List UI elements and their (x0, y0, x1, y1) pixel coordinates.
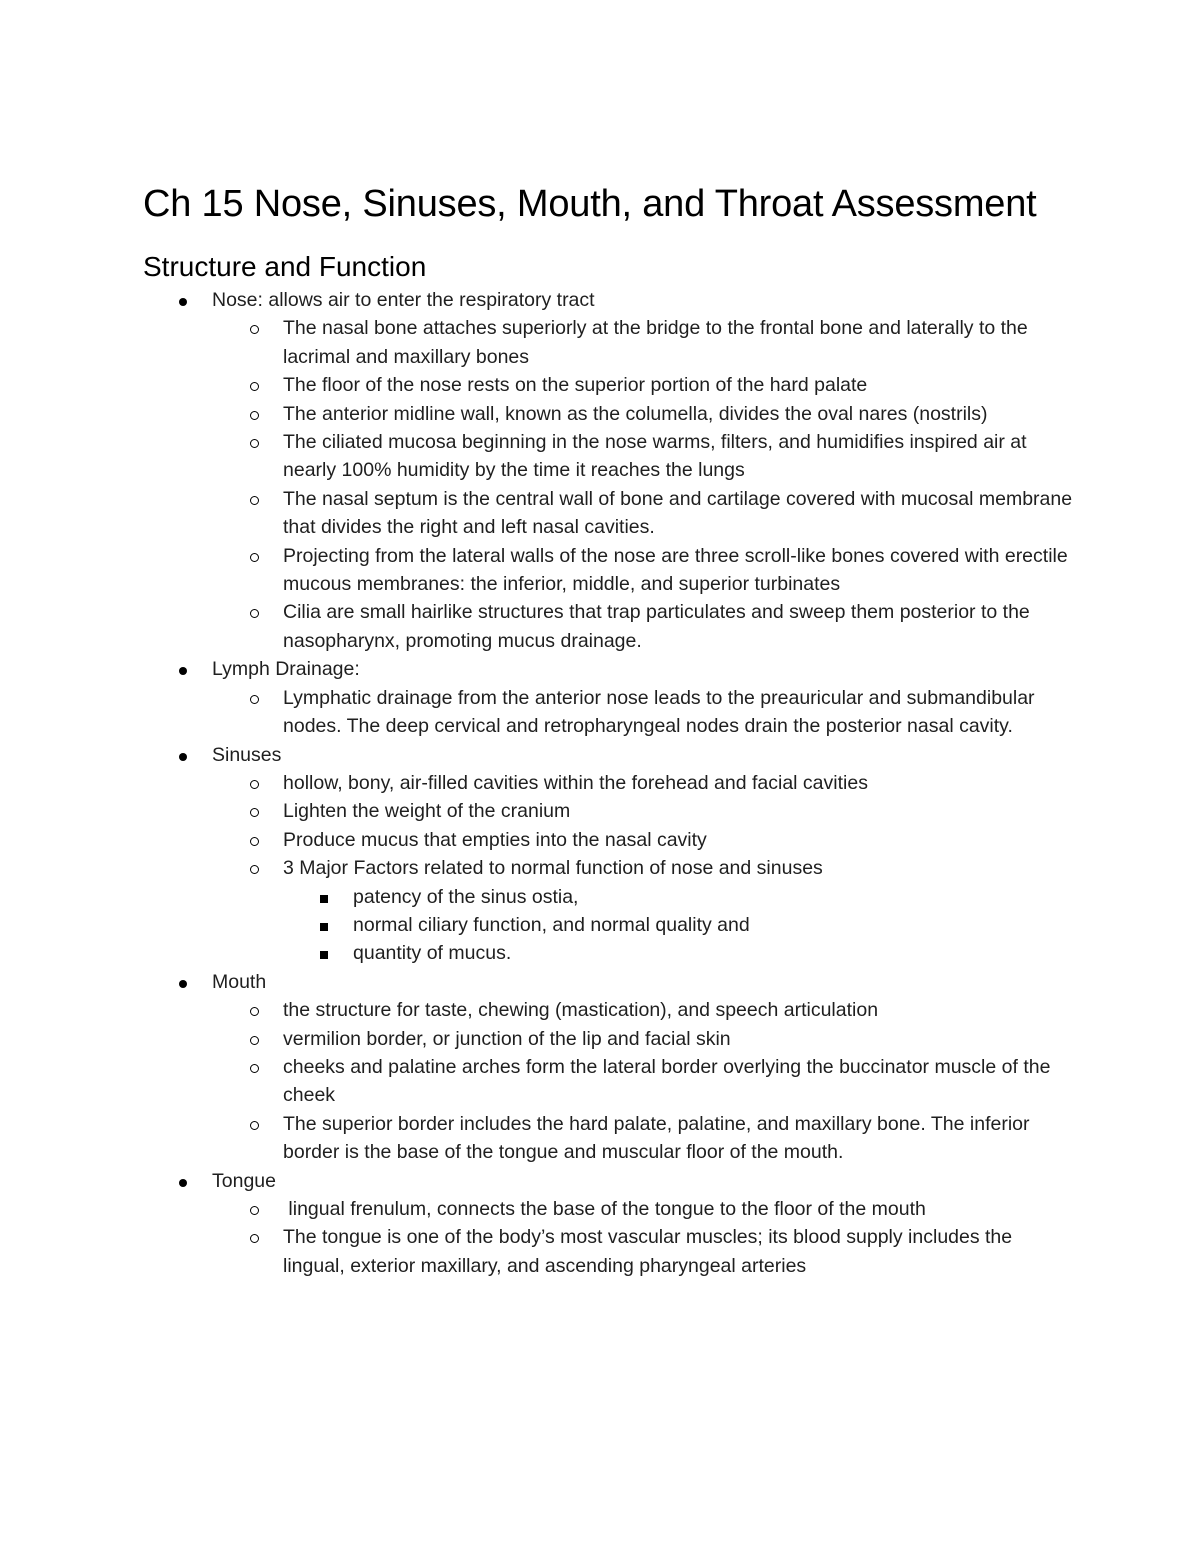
list-item-tongue (143, 1167, 1073, 1281)
section-heading: Structure and Function (143, 251, 427, 282)
sub-list-item (212, 684, 1073, 741)
sub-item-text: Projecting from the lateral walls of the nose are three scroll-like bones covered with erectile mucous membranes: the inferior, middle, and superior turbinates (283, 544, 1068, 596)
sub-list (143, 1195, 1073, 1280)
circle-bullet-icon (247, 1110, 261, 1138)
sub-item-text: The nasal bone attaches superiorly at the bridge to the frontal bone and laterally to the lacrimal and maxillary bones (283, 317, 1028, 368)
sub-item-text: cheeks and palatine arches form the lateral border overlying the buccinator muscle of the cheek (283, 1055, 1051, 1107)
factor-item (283, 939, 1073, 967)
sub-list (143, 314, 1073, 655)
disc-bullet-icon (176, 655, 190, 683)
circle-bullet-icon (247, 598, 261, 626)
list-item-text: Mouth (212, 970, 267, 993)
sub-list-item (212, 542, 1073, 599)
sub-list-item (212, 371, 1073, 399)
sub-list-item (212, 769, 1073, 797)
sub-item-text: 3 Major Factors related to normal function of nose and sinuses (283, 857, 823, 880)
sub-list-item (212, 1025, 1073, 1053)
main-list (143, 286, 1073, 1280)
sub-list-item (212, 485, 1073, 542)
factor-item (283, 911, 1073, 939)
sub-item-text: Lymphatic drainage from the anterior nose leads to the preauricular and submandibular nodes. The deep cervical and retropharyngeal nodes drain the posterior nasal cavity. (283, 686, 1035, 738)
sub-list-item (212, 1053, 1073, 1110)
list-item-text: Tongue (212, 1169, 276, 1192)
circle-bullet-icon (247, 371, 261, 399)
sub-list-item (212, 996, 1073, 1024)
list-item-text: Sinuses (212, 743, 282, 766)
sub-list (143, 684, 1073, 741)
sub-list-item (212, 598, 1073, 655)
circle-bullet-icon (247, 314, 261, 342)
circle-bullet-icon (247, 826, 261, 854)
circle-bullet-icon (247, 996, 261, 1024)
factor-text: patency of the sinus ostia, (353, 885, 579, 908)
sub-item-text: lingual frenulum, connects the base of the tongue to the floor of the mouth (283, 1198, 926, 1220)
circle-bullet-icon (247, 797, 261, 825)
document-title: Ch 15 Nose, Sinuses, Mouth, and Throat Assessment (143, 183, 1037, 225)
square-bullet-icon (317, 883, 331, 911)
circle-bullet-icon (247, 428, 261, 456)
circle-bullet-icon (247, 542, 261, 570)
list-item-text: Lymph Drainage: (212, 658, 360, 681)
sub-list-item (212, 1223, 1073, 1280)
list-item-mouth (143, 968, 1073, 1167)
sub-list (143, 996, 1073, 1166)
factor-text: quantity of mucus. (353, 942, 512, 965)
document-page (143, 182, 1073, 1280)
circle-bullet-icon (247, 769, 261, 797)
circle-bullet-icon (247, 485, 261, 513)
sub-item-text: vermilion border, or junction of the lip and facial skin (283, 1027, 731, 1050)
sub-list-item (212, 400, 1073, 428)
factor-item (283, 883, 1073, 911)
factor-list (212, 883, 1073, 968)
sub-list-item (212, 854, 1073, 968)
list-item-sinuses (143, 741, 1073, 968)
sub-list (143, 769, 1073, 968)
factor-text: normal ciliary function, and normal quality and (353, 913, 750, 936)
sub-list-item (212, 797, 1073, 825)
circle-bullet-icon (247, 1223, 261, 1251)
list-item-text: Nose: allows air to enter the respiratory tract (212, 289, 595, 311)
circle-bullet-icon (247, 400, 261, 428)
circle-bullet-icon (247, 1053, 261, 1081)
circle-bullet-icon (247, 1025, 261, 1053)
sub-list-item (212, 826, 1073, 854)
sub-item-text: Produce mucus that empties into the nasal cavity (283, 828, 707, 851)
sub-list-item (212, 314, 1073, 371)
list-item-lymph-drainage (143, 655, 1073, 740)
disc-bullet-icon (176, 968, 190, 996)
sub-item-text: Lighten the weight of the cranium (283, 800, 571, 823)
disc-bullet-icon (176, 741, 190, 769)
sub-item-text: hollow, bony, air-filled cavities within the forehead and facial cavities (283, 771, 868, 794)
sub-item-text: the structure for taste, chewing (mastication), and speech articulation (283, 999, 879, 1022)
circle-bullet-icon (247, 684, 261, 712)
sub-list-item (212, 1110, 1073, 1167)
sub-item-text: The nasal septum is the central wall of bone and cartilage covered with mucosal membrane that divides the right and left nasal cavities. (283, 487, 1073, 539)
sub-item-text: The floor of the nose rests on the superior portion of the hard palate (283, 374, 868, 397)
disc-bullet-icon (176, 1167, 190, 1195)
sub-item-text: The superior border includes the hard palate, palatine, and maxillary bone. The inferior border is the base of the tongue and muscular floor of the mouth. (283, 1112, 1030, 1164)
square-bullet-icon (317, 911, 331, 939)
disc-bullet-icon (176, 286, 190, 314)
sub-item-text: Cilia are small hairlike structures that trap particulates and sweep them posterior to the nasopharynx, promoting mucus drainage. (283, 601, 1030, 652)
sub-list-item (212, 428, 1073, 485)
circle-bullet-icon (247, 854, 261, 882)
list-item-nose (143, 286, 1073, 655)
sub-item-text: The ciliated mucosa beginning in the nose warms, filters, and humidifies inspired air at nearly 100% humidity by the time it reaches the lungs (283, 431, 1027, 482)
sub-list-item (212, 1195, 1073, 1223)
sub-item-text: The anterior midline wall, known as the columella, divides the oval nares (nostrils) (283, 402, 988, 425)
circle-bullet-icon (247, 1195, 261, 1223)
sub-item-text: The tongue is one of the body’s most vascular muscles; its blood supply includes the lingual, exterior maxillary, and ascending pharyngeal arteries (283, 1226, 1013, 1277)
square-bullet-icon (317, 939, 331, 967)
